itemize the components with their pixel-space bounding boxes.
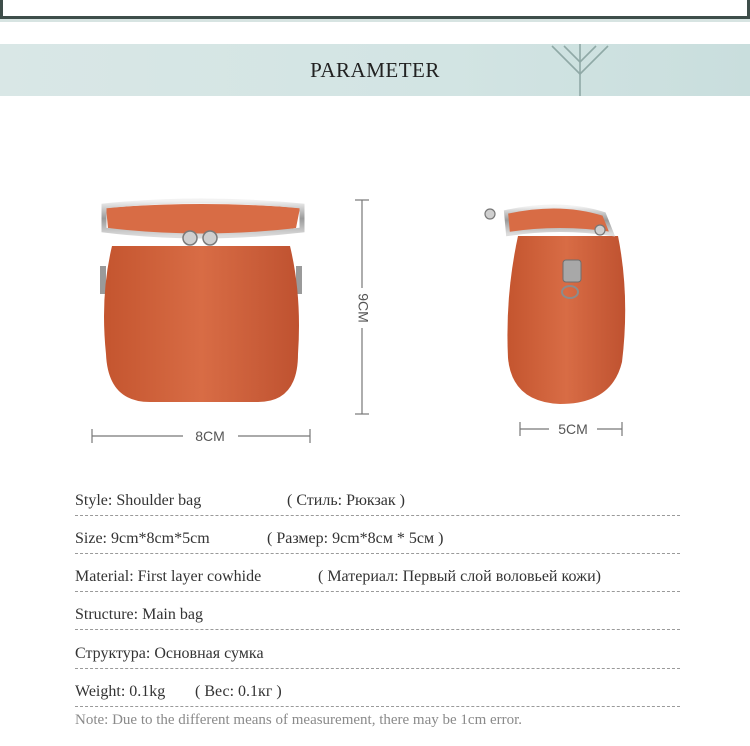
bag-front-view [100,201,302,402]
spec-row-weight [75,683,680,707]
spec-row-size [75,530,680,554]
spec-en: Weight: 0.1kg [75,683,166,700]
spec-en: Material: First layer cowhide [75,568,262,585]
depth-label: 5CM [558,421,588,437]
parameter-banner [0,44,750,96]
spec-row-material [75,568,680,592]
spec-en: Структура: Основная сумка [75,645,264,662]
spec-row-style [75,492,680,516]
measurement-note: Note: Due to the different means of measurement, there may be 1cm error. [75,712,523,728]
spec-row-structure [75,606,680,630]
plant-decoration-icon [540,44,620,96]
height-label: 9CM [355,293,372,323]
banner-title: PARAMETER [310,58,440,82]
product-photo [0,96,750,476]
top-frame-border [0,0,750,19]
spec-ru: ( Размер: 9cm*8см * 5см ) [267,530,444,547]
spec-en: Structure: Main bag [75,606,203,623]
width-label: 8CM [195,428,225,444]
spec-en: Style: Shoulder bag [75,492,202,509]
spec-ru: ( Стиль: Рюкзак ) [287,492,406,509]
top-frame [0,0,750,22]
spec-en: Size: 9cm*8cm*5cm [75,530,210,547]
spec-ru: ( Материал: Первый слой воловьей кожи) [318,568,601,585]
spec-row-structure-ru [75,645,680,669]
bag-side-view [485,206,625,404]
spec-ru: ( Вес: 0.1кг ) [195,683,282,700]
